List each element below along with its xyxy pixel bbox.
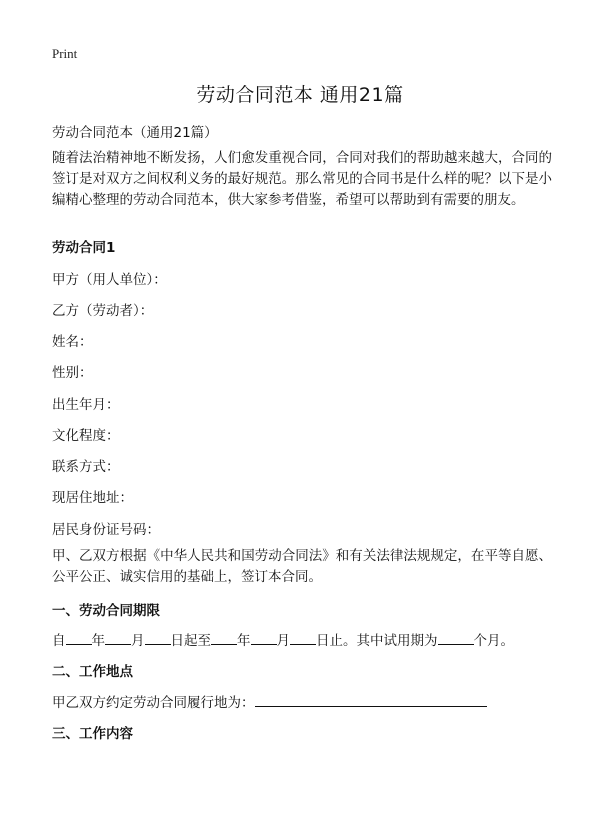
location-heading: 二、工作地点 [52,664,133,680]
term-text: 个月。 [473,633,514,649]
term-text: 月 [276,633,290,649]
birth-field: 出生年月： [52,397,120,413]
blank-end-month[interactable] [251,630,277,645]
term-text: 年 [237,633,251,649]
blank-work-location[interactable] [255,692,487,707]
term-text: 年 [91,633,105,649]
intro-paragraph: 随着法治精神地不断发扬，人们愈发重视合同，合同对我们的帮助越来越大，合同的签订是对双方之间权利义务的最好规范。那么常见的合同书是什么样的呢？以下是小编精心整理的劳动合同范本，供大家参考借鉴，希望可以帮助到有需要的朋友。 [52,150,552,208]
print-label: Print [52,46,78,61]
party-a-field: 甲方（用人单位）： [52,272,167,288]
document-subtitle: 劳动合同范本（通用21篇） [52,125,218,141]
location-text: 甲乙双方约定劳动合同履行地为： [52,695,255,711]
contact-field: 联系方式： [52,459,120,475]
location-line [52,691,487,711]
term-text: 月 [131,633,145,649]
term-text: 自 [52,633,66,649]
blank-start-day[interactable] [145,630,171,645]
name-field: 姓名： [52,334,93,350]
agreement-paragraph: 甲、乙双方根据《中华人民共和国劳动合同法》和有关法律法规规定，在平等自愿、公平公正、诚实信用的基础上，签订本合同。 [52,548,552,585]
address-field: 现居住地址： [52,490,133,506]
term-text: 日起至 [170,633,211,649]
section-title: 劳动合同1 [52,240,116,256]
term-heading: 一、劳动合同期限 [52,603,160,619]
id-number-field: 居民身份证号码： [52,522,160,538]
gender-field: 性别： [52,365,93,381]
blank-start-year[interactable] [66,630,92,645]
page-title: 劳动合同范本 通用21篇 [196,84,404,106]
blank-end-day[interactable] [290,630,316,645]
blank-start-month[interactable] [105,630,131,645]
blank-probation-months[interactable] [438,630,474,645]
term-line [52,629,514,649]
education-field: 文化程度： [52,428,120,444]
content-heading: 三、工作内容 [52,726,133,742]
party-b-field: 乙方（劳动者）： [52,303,154,319]
term-text: 日止。其中试用期为 [316,633,438,649]
blank-end-year[interactable] [211,630,237,645]
